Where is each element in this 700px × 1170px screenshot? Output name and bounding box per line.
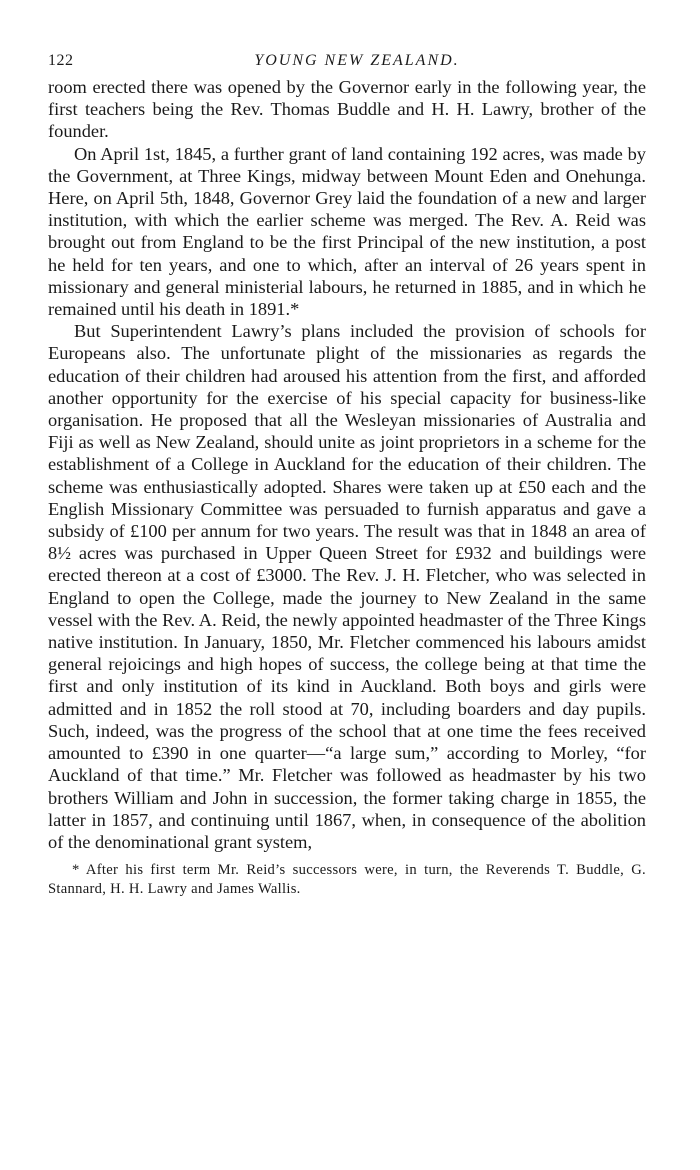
book-page [48,50,646,899]
running-title: YOUNG NEW ZEALAND. [254,52,460,69]
paragraph-continued: room erected there was opened by the Governor early in the following year, the first teachers being the Rev. Thomas Buddle and H. H. Lawry, brother of the founder. [48,77,646,142]
running-head [48,50,646,76]
paragraph-wesley-college: But Superintendent Lawry’s plans included the provision of schools for Europeans also. The unfortunate plight of the missionaries as regards the education of their children had aroused his attention from the first, and afforded another opportunity for the exercise of his special capacity for business-like organisation. He proposed that all the Wesleyan missionaries of Australia and Fiji as well as New Zealand, should unite as joint proprietors in a scheme for the establishment of a College in Auckland for the education of their children. The scheme was enthusiastically adopted. Shares were taken up at £50 each and the English Missionary Committee was persuaded to furnish apparatus and gave a subsidy of £100 per annum for two years. The result was that in 1848 an area of 8½ acres was purchased in Upper Queen Street for £932 and buildings were erected thereon at a cost of £3000. The Rev. J. H. Fletcher, who was selected in England to open the College, made the journey to New Zealand in the same vessel with the Rev. A. Reid, the newly appointed headmaster of the Three Kings native institution. In January, 1850, Mr. Fletcher commenced his labours amidst general rejoicings and high hopes of success, the college being at that time the first and only institution of its kind in Auckland. Both boys and girls were admitted and in 1852 the roll stood at 70, including boarders and day pupils. Such, indeed, was the progress of the school that at one time the fees received amounted to £390 in one quarter—“a large sum,” according to Morley, “for Auckland of that time.” Mr. Fletcher was followed as headmaster by his two brothers William and John in succession, the former taking charge in 1855, the latter in 1857, and continuing until 1867, when, in consequence of the abolition of the denominational grant system, [48,321,646,852]
paragraph-three-kings-grant: On April 1st, 1845, a further grant of land containing 192 acres, was made by the Government, at Three Kings, midway between Mount Eden and Onehunga. Here, on April 5th, 1848, Governor Grey laid the foundation of a new and larger institution, with which the earlier scheme was merged. The Rev. A. Reid was brought out from England to be the first Principal of the new institution, a post he held for ten years, and one to which, after an interval of 26 years spent in missionary and general ministerial labours, he returned in 1885, and in which he remained until his death in 1891.* [48,143,646,320]
body-text [48,76,646,853]
footnote: * After his first term Mr. Reid’s successors were, in turn, the Reverends T. Buddle, G. Stannard, H. H. Lawry and James Wallis. [48,862,646,898]
page-number: 122 [48,52,74,69]
